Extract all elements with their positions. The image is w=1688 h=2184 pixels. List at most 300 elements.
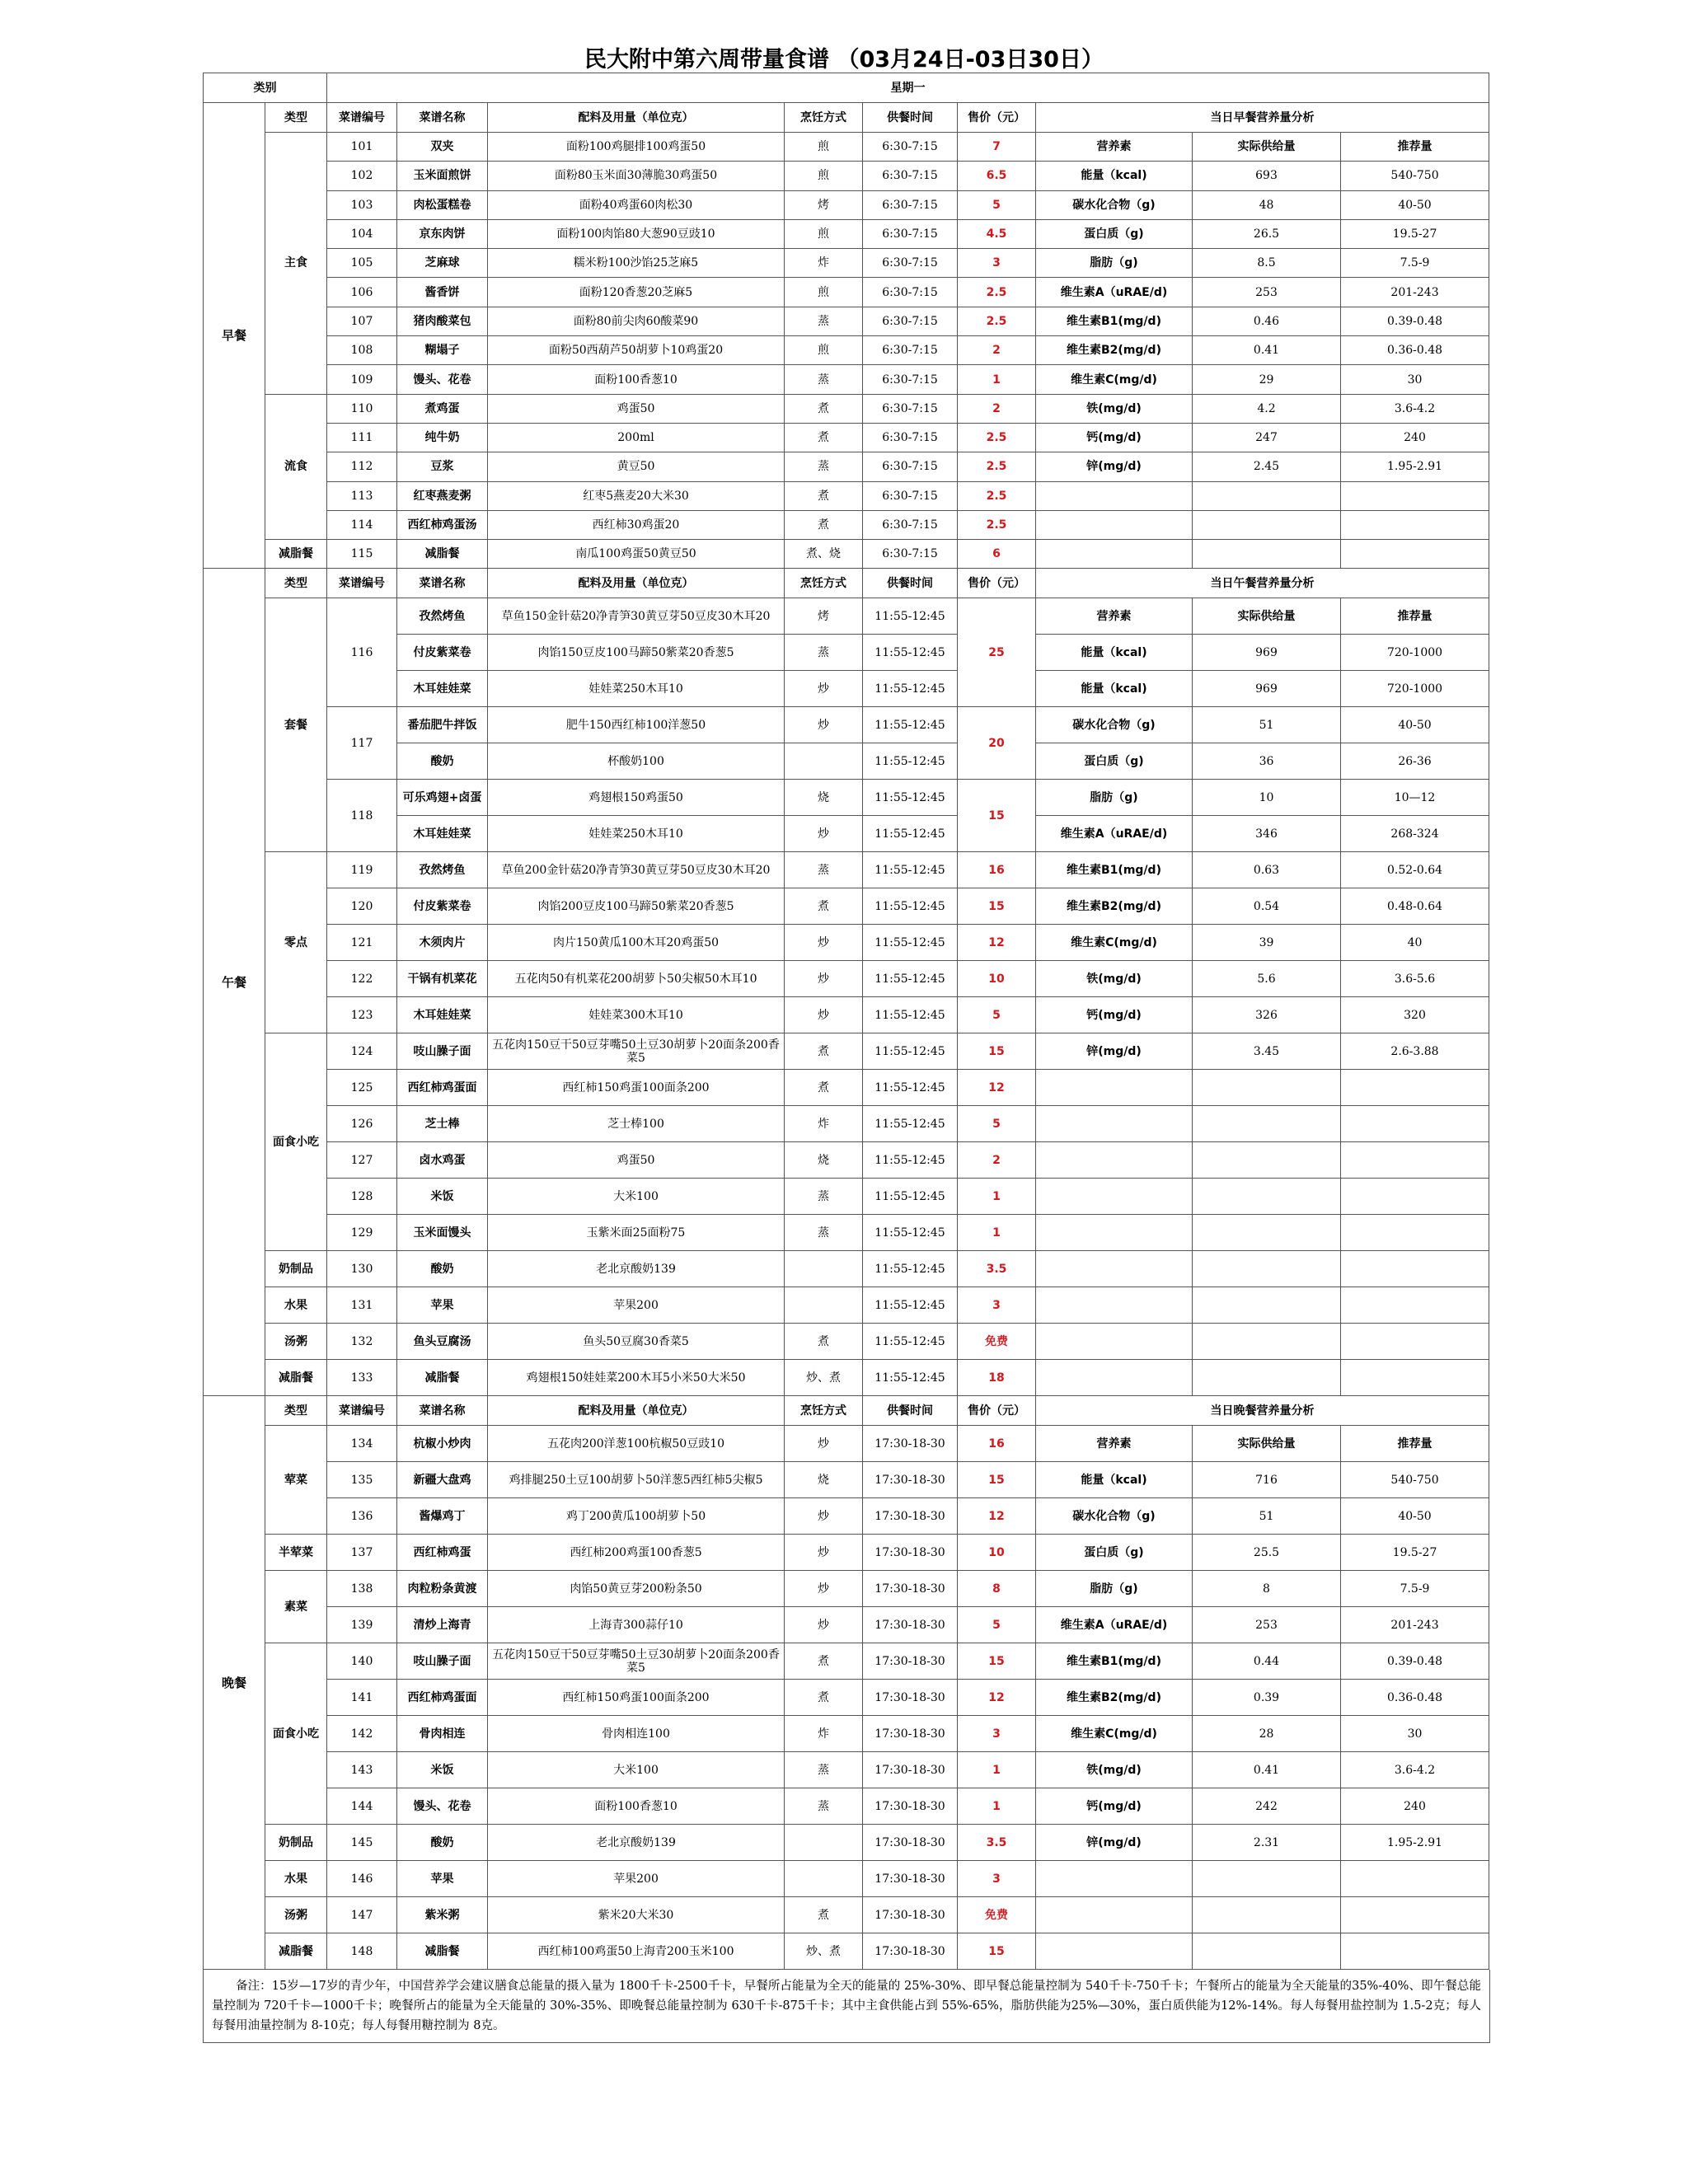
- serving-time: 17:30-18-30: [863, 1716, 958, 1752]
- nutrient-actual: 26.5: [1193, 219, 1341, 248]
- ingredients: 鱼头50豆腐30香菜5: [488, 1324, 785, 1360]
- ingredients: 苹果200: [488, 1287, 785, 1324]
- recipe-id: 143: [327, 1752, 397, 1788]
- nutrient-actual: 253: [1193, 1607, 1341, 1643]
- menu-item-row: [204, 925, 1489, 961]
- nutrient-name: 钙(mg/d): [1036, 423, 1193, 452]
- serving-time: 6:30-7:15: [863, 162, 958, 190]
- empty-cell: [1193, 1324, 1341, 1360]
- meal-label: 早餐: [204, 103, 265, 569]
- column-header: 类型: [265, 103, 327, 133]
- ingredients: 五花肉50有机菜花200胡萝卜50尖椒50木耳10: [488, 961, 785, 997]
- nutrient-recommended: 7.5-9: [1341, 1571, 1489, 1607]
- empty-cell: [1036, 1933, 1193, 1970]
- dish-name: 纯牛奶: [397, 423, 488, 452]
- menu-item-row: [204, 1462, 1489, 1498]
- nutrient-actual: 0.46: [1193, 307, 1341, 335]
- column-header: 烹饪方式: [785, 103, 863, 133]
- dish-name: 酱香饼: [397, 278, 488, 307]
- recipe-id: 110: [327, 394, 397, 423]
- nutrient-name: 脂肪（g): [1036, 249, 1193, 278]
- empty-cell: [1036, 1070, 1193, 1106]
- dish-type: 面食小吃: [265, 1033, 327, 1251]
- dish-type: 半荤菜: [265, 1535, 327, 1571]
- menu-item-row: [204, 510, 1489, 539]
- nutrient-recommended: 3.6-5.6: [1341, 961, 1489, 997]
- menu-item-row: [204, 1825, 1489, 1861]
- cooking-method: 蒸: [785, 365, 863, 394]
- dish-type: 零点: [265, 852, 327, 1033]
- empty-cell: [1193, 481, 1341, 510]
- ingredients: 西红柿200鸡蛋100香葱5: [488, 1535, 785, 1571]
- cooking-method: 蒸: [785, 1788, 863, 1825]
- empty-cell: [1341, 1861, 1489, 1897]
- ingredients: 娃娃菜250木耳10: [488, 671, 785, 707]
- recipe-id: 146: [327, 1861, 397, 1897]
- price: 4.5: [958, 219, 1036, 248]
- nutrient-actual: 969: [1193, 635, 1341, 671]
- recipe-id: 133: [327, 1360, 397, 1396]
- ingredients: 西红柿150鸡蛋100面条200: [488, 1680, 785, 1716]
- serving-time: 17:30-18-30: [863, 1825, 958, 1861]
- empty-cell: [1341, 1251, 1489, 1287]
- menu-item-row: [204, 423, 1489, 452]
- cooking-method: 炒: [785, 1426, 863, 1462]
- ingredients: 面粉100鸡腿排100鸡蛋50: [488, 133, 785, 162]
- nutrient-actual: 2.31: [1193, 1825, 1341, 1861]
- nutrient-name: 能量（kcal): [1036, 162, 1193, 190]
- price: 15: [958, 888, 1036, 925]
- menu-item-row: [204, 394, 1489, 423]
- price: 5: [958, 1607, 1036, 1643]
- analysis-title: 当日晚餐营养量分析: [1036, 1396, 1489, 1426]
- serving-time: 6:30-7:15: [863, 133, 958, 162]
- empty-cell: [1193, 1251, 1341, 1287]
- nutrient-recommended: 540-750: [1341, 1462, 1489, 1498]
- ingredients: 上海青300蒜仔10: [488, 1607, 785, 1643]
- empty-cell: [1341, 1287, 1489, 1324]
- menu-item-row: [204, 1324, 1489, 1360]
- ingredients: 苹果200: [488, 1861, 785, 1897]
- serving-time: 11:55-12:45: [863, 1360, 958, 1396]
- nutrient-name: 能量（kcal): [1036, 671, 1193, 707]
- serving-time: 11:55-12:45: [863, 1033, 958, 1070]
- nutrient-actual: 2.45: [1193, 452, 1341, 481]
- recipe-id: 139: [327, 1607, 397, 1643]
- ingredients: 五花肉150豆干50豆芽嘴50土豆30胡萝卜20面条200香菜5: [488, 1643, 785, 1680]
- menu-item-row: [204, 481, 1489, 510]
- column-header: 售价（元）: [958, 1396, 1036, 1426]
- recipe-id: 118: [327, 780, 397, 852]
- dish-name: 孜然烤鱼: [397, 598, 488, 635]
- page-title: 民大附中第六周带量食谱 （03月24日-03日30日）: [584, 47, 1104, 73]
- recipe-id: 147: [327, 1897, 397, 1933]
- cooking-method: 炒: [785, 1571, 863, 1607]
- nutrient-actual: 51: [1193, 1498, 1341, 1535]
- recipe-id: 130: [327, 1251, 397, 1287]
- menu-table: [203, 73, 1489, 1970]
- dish-name: 酸奶: [397, 743, 488, 780]
- menu-item-row: [204, 1933, 1489, 1970]
- ingredients: 五花肉150豆干50豆芽嘴50土豆30胡萝卜20面条200香菜5: [488, 1033, 785, 1070]
- dish-name: 西红柿鸡蛋汤: [397, 510, 488, 539]
- cooking-method: 炸: [785, 1106, 863, 1142]
- ingredients: 五花肉200洋葱100杭椒50豆豉10: [488, 1426, 785, 1462]
- category-label: 类别: [204, 73, 327, 103]
- meal-label: 午餐: [204, 569, 265, 1396]
- nutrient-actual: 716: [1193, 1462, 1341, 1498]
- menu-item-row: [204, 452, 1489, 481]
- price: 3: [958, 1861, 1036, 1897]
- nutrient-name: 碳水化合物（g): [1036, 190, 1193, 219]
- ingredients: 黄豆50: [488, 452, 785, 481]
- menu-item-row: [204, 888, 1489, 925]
- nutrient-recommended: 30: [1341, 365, 1489, 394]
- serving-time: 11:55-12:45: [863, 598, 958, 635]
- cooking-method: 炒: [785, 671, 863, 707]
- dish-type: 汤粥: [265, 1324, 327, 1360]
- cooking-method: 炒: [785, 707, 863, 743]
- price: 3.5: [958, 1251, 1036, 1287]
- serving-time: 6:30-7:15: [863, 540, 958, 569]
- cooking-method: 蒸: [785, 635, 863, 671]
- recipe-id: 142: [327, 1716, 397, 1752]
- dish-name: 馒头、花卷: [397, 365, 488, 394]
- nutrient-name: 维生素B1(mg/d): [1036, 1643, 1193, 1680]
- column-header: 类型: [265, 569, 327, 598]
- recipe-id: 137: [327, 1535, 397, 1571]
- recipe-id: 111: [327, 423, 397, 452]
- price: 免费: [958, 1897, 1036, 1933]
- empty-cell: [1341, 1933, 1489, 1970]
- nutrient-recommended: 0.36-0.48: [1341, 1680, 1489, 1716]
- nutrient-recommended: 720-1000: [1341, 635, 1489, 671]
- nutrient-actual: 346: [1193, 816, 1341, 852]
- recipe-id: 105: [327, 249, 397, 278]
- recipe-id: 106: [327, 278, 397, 307]
- ingredients: 草鱼150金针菇20净青笋30黄豆芽50豆皮30木耳20: [488, 598, 785, 635]
- dish-name: 豆浆: [397, 452, 488, 481]
- nutrient-actual: 0.54: [1193, 888, 1341, 925]
- serving-time: 11:55-12:45: [863, 1142, 958, 1179]
- nutrient-header: 营养素: [1036, 133, 1193, 162]
- ingredients: 娃娃菜250木耳10: [488, 816, 785, 852]
- nutrient-actual: 36: [1193, 743, 1341, 780]
- recipe-id: 117: [327, 707, 397, 780]
- serving-time: 6:30-7:15: [863, 452, 958, 481]
- empty-cell: [1036, 510, 1193, 539]
- serving-time: 17:30-18-30: [863, 1498, 958, 1535]
- serving-time: 6:30-7:15: [863, 365, 958, 394]
- ingredients: 面粉80前尖肉60酸菜90: [488, 307, 785, 335]
- empty-cell: [1341, 1179, 1489, 1215]
- cooking-method: 炒: [785, 961, 863, 997]
- dish-name: 苹果: [397, 1861, 488, 1897]
- recipe-id: 113: [327, 481, 397, 510]
- nutrient-name: 铁(mg/d): [1036, 394, 1193, 423]
- dish-type: 奶制品: [265, 1825, 327, 1861]
- nutrient-recommended: 30: [1341, 1716, 1489, 1752]
- ingredients: 糯米粉100沙馅25芝麻5: [488, 249, 785, 278]
- price: 3.5: [958, 1825, 1036, 1861]
- dish-name: 吱山臊子面: [397, 1643, 488, 1680]
- recipe-id: 128: [327, 1179, 397, 1215]
- dish-name: 酸奶: [397, 1825, 488, 1861]
- price: 15: [958, 1933, 1036, 1970]
- recipe-id: 125: [327, 1070, 397, 1106]
- nutrient-recommended: 201-243: [1341, 278, 1489, 307]
- serving-time: 6:30-7:15: [863, 307, 958, 335]
- nutrient-name: 脂肪（g): [1036, 780, 1193, 816]
- price: 2.5: [958, 481, 1036, 510]
- cooking-method: 蒸: [785, 852, 863, 888]
- meal-header-row: [204, 569, 1489, 598]
- cooking-method: 炸: [785, 1716, 863, 1752]
- serving-time: 6:30-7:15: [863, 510, 958, 539]
- empty-cell: [1341, 1360, 1489, 1396]
- nutrient-header: 推荐量: [1341, 1426, 1489, 1462]
- cooking-method: 蒸: [785, 452, 863, 481]
- serving-time: 17:30-18-30: [863, 1535, 958, 1571]
- recipe-id: 122: [327, 961, 397, 997]
- column-header: 菜谱编号: [327, 1396, 397, 1426]
- dish-name: 付皮紫菜卷: [397, 888, 488, 925]
- nutrient-name: 维生素A（uRAE/d): [1036, 816, 1193, 852]
- nutrient-actual: 51: [1193, 707, 1341, 743]
- cooking-method: 炒、煮: [785, 1933, 863, 1970]
- menu-item-row: [204, 1426, 1489, 1462]
- price: 2.5: [958, 452, 1036, 481]
- nutrient-recommended: 320: [1341, 997, 1489, 1033]
- nutrient-header: 营养素: [1036, 1426, 1193, 1462]
- serving-time: 11:55-12:45: [863, 961, 958, 997]
- price: 10: [958, 961, 1036, 997]
- nutrient-name: 维生素A（uRAE/d): [1036, 1607, 1193, 1643]
- price: 1: [958, 1788, 1036, 1825]
- ingredients: 面粉40鸡蛋60肉松30: [488, 190, 785, 219]
- analysis-title: 当日午餐营养量分析: [1036, 569, 1489, 598]
- column-header: 配料及用量（单位克）: [488, 1396, 785, 1426]
- dish-name: 骨肉相连: [397, 1716, 488, 1752]
- empty-cell: [1193, 1933, 1341, 1970]
- price: 20: [958, 707, 1036, 780]
- dish-type: 减脂餐: [265, 1360, 327, 1396]
- serving-time: 6:30-7:15: [863, 336, 958, 365]
- dish-name: 京东肉饼: [397, 219, 488, 248]
- price: 10: [958, 1535, 1036, 1571]
- empty-cell: [1036, 1142, 1193, 1179]
- nutrient-header: 推荐量: [1341, 598, 1489, 635]
- dish-type: 素菜: [265, 1571, 327, 1643]
- menu-item-row: [204, 1287, 1489, 1324]
- price: 6: [958, 540, 1036, 569]
- recipe-id: 135: [327, 1462, 397, 1498]
- empty-cell: [1341, 1106, 1489, 1142]
- menu-item-row: [204, 190, 1489, 219]
- menu-item-row: [204, 278, 1489, 307]
- cooking-method: 烧: [785, 1462, 863, 1498]
- ingredients: 面粉50西葫芦50胡萝卜10鸡蛋20: [488, 336, 785, 365]
- recipe-id: 116: [327, 598, 397, 707]
- ingredients: 鸡丁200黄瓜100胡萝卜50: [488, 1498, 785, 1535]
- price: 6.5: [958, 162, 1036, 190]
- dish-name: 肉松蛋糕卷: [397, 190, 488, 219]
- dish-name: 木耳娃娃菜: [397, 816, 488, 852]
- recipe-id: 114: [327, 510, 397, 539]
- empty-cell: [1341, 510, 1489, 539]
- empty-cell: [1193, 1861, 1341, 1897]
- recipe-id: 141: [327, 1680, 397, 1716]
- price: 5: [958, 1106, 1036, 1142]
- dish-name: 馒头、花卷: [397, 1788, 488, 1825]
- ingredients: 鸡排腿250土豆100胡萝卜50洋葱5西红柿5尖椒5: [488, 1462, 785, 1498]
- nutrient-recommended: 268-324: [1341, 816, 1489, 852]
- empty-cell: [1341, 1070, 1489, 1106]
- nutrient-name: 维生素C(mg/d): [1036, 925, 1193, 961]
- cooking-method: 烧: [785, 780, 863, 816]
- cooking-method: [785, 1825, 863, 1861]
- price: 12: [958, 925, 1036, 961]
- ingredients: 红枣5燕麦20大米30: [488, 481, 785, 510]
- recipe-id: 123: [327, 997, 397, 1033]
- nutrient-recommended: 1.95-2.91: [1341, 1825, 1489, 1861]
- nutrient-name: 碳水化合物（g): [1036, 1498, 1193, 1535]
- menu-item-row: [204, 1215, 1489, 1251]
- recipe-id: 103: [327, 190, 397, 219]
- dish-name: 红枣燕麦粥: [397, 481, 488, 510]
- dish-name: 干锅有机菜花: [397, 961, 488, 997]
- serving-time: 17:30-18-30: [863, 1607, 958, 1643]
- nutrient-header: 实际供给量: [1193, 598, 1341, 635]
- serving-time: 6:30-7:15: [863, 423, 958, 452]
- ingredients: 大米100: [488, 1179, 785, 1215]
- dish-name: 杭椒小炒肉: [397, 1426, 488, 1462]
- serving-time: 6:30-7:15: [863, 249, 958, 278]
- nutrient-name: 维生素B1(mg/d): [1036, 852, 1193, 888]
- menu-item-row: [204, 1142, 1489, 1179]
- dish-type: 主食: [265, 133, 327, 395]
- dish-name: 玉米面馒头: [397, 1215, 488, 1251]
- price: 15: [958, 1643, 1036, 1680]
- menu-item-row: [204, 961, 1489, 997]
- nutrient-recommended: 40-50: [1341, 707, 1489, 743]
- recipe-id: 127: [327, 1142, 397, 1179]
- serving-time: 11:55-12:45: [863, 1324, 958, 1360]
- cooking-method: 蒸: [785, 1179, 863, 1215]
- ingredients: 肉馅200豆皮100马蹄50紫菜20香葱5: [488, 888, 785, 925]
- menu-item-row: [204, 780, 1489, 816]
- empty-cell: [1341, 1215, 1489, 1251]
- recipe-id: 120: [327, 888, 397, 925]
- ingredients: 面粉80玉米面30薄脆30鸡蛋50: [488, 162, 785, 190]
- empty-cell: [1036, 1215, 1193, 1251]
- nutrient-actual: 247: [1193, 423, 1341, 452]
- cooking-method: 煮: [785, 1324, 863, 1360]
- serving-time: 11:55-12:45: [863, 1179, 958, 1215]
- nutrient-recommended: 7.5-9: [1341, 249, 1489, 278]
- nutrient-name: 蛋白质（g): [1036, 1535, 1193, 1571]
- empty-cell: [1341, 1897, 1489, 1933]
- nutrient-actual: 8: [1193, 1571, 1341, 1607]
- ingredients: 杯酸奶100: [488, 743, 785, 780]
- cooking-method: 炒: [785, 925, 863, 961]
- cooking-method: 煎: [785, 133, 863, 162]
- ingredients: 娃娃菜300木耳10: [488, 997, 785, 1033]
- dish-name: 减脂餐: [397, 540, 488, 569]
- nutrient-actual: 3.45: [1193, 1033, 1341, 1070]
- ingredients: 面粉120香葱20芝麻5: [488, 278, 785, 307]
- cooking-method: 煎: [785, 219, 863, 248]
- price: 16: [958, 1426, 1036, 1462]
- cooking-method: 煮: [785, 510, 863, 539]
- serving-time: 11:55-12:45: [863, 635, 958, 671]
- price: 1: [958, 365, 1036, 394]
- nutrient-recommended: 240: [1341, 423, 1489, 452]
- ingredients: 芝士棒100: [488, 1106, 785, 1142]
- empty-cell: [1341, 1142, 1489, 1179]
- recipe-id: 102: [327, 162, 397, 190]
- menu-item-row: [204, 1716, 1489, 1752]
- nutrient-actual: 29: [1193, 365, 1341, 394]
- nutrient-recommended: 0.39-0.48: [1341, 1643, 1489, 1680]
- nutrient-actual: 0.44: [1193, 1643, 1341, 1680]
- recipe-id: 136: [327, 1498, 397, 1535]
- serving-time: 11:55-12:45: [863, 997, 958, 1033]
- recipe-id: 140: [327, 1643, 397, 1680]
- cooking-method: 煎: [785, 162, 863, 190]
- menu-item-row: [204, 1179, 1489, 1215]
- meal-header-row: [204, 103, 1489, 133]
- menu-item-row: [204, 1680, 1489, 1716]
- nutrient-name: 锌(mg/d): [1036, 1033, 1193, 1070]
- nutrient-recommended: 40-50: [1341, 1498, 1489, 1535]
- price: 2: [958, 336, 1036, 365]
- dish-name: 木耳娃娃菜: [397, 671, 488, 707]
- dish-name: 双夹: [397, 133, 488, 162]
- nutrient-name: 维生素C(mg/d): [1036, 1716, 1193, 1752]
- nutrient-name: 铁(mg/d): [1036, 961, 1193, 997]
- menu-item-row: [204, 1788, 1489, 1825]
- nutrient-actual: 4.2: [1193, 394, 1341, 423]
- ingredients: 草鱼200金针菇20净青笋30黄豆芽50豆皮30木耳20: [488, 852, 785, 888]
- menu-item-row: [204, 1643, 1489, 1680]
- serving-time: 11:55-12:45: [863, 852, 958, 888]
- cooking-method: 煮: [785, 1897, 863, 1933]
- cooking-method: 煮: [785, 888, 863, 925]
- cooking-method: 蒸: [785, 1215, 863, 1251]
- column-header: 菜谱编号: [327, 569, 397, 598]
- menu-item-row: [204, 1897, 1489, 1933]
- serving-time: 17:30-18-30: [863, 1897, 958, 1933]
- dish-name: 米饭: [397, 1179, 488, 1215]
- cooking-method: 炒、煮: [785, 1360, 863, 1396]
- ingredients: 骨肉相连100: [488, 1716, 785, 1752]
- nutrient-recommended: 0.39-0.48: [1341, 307, 1489, 335]
- dish-name: 鱼头豆腐汤: [397, 1324, 488, 1360]
- dish-name: 玉米面煎饼: [397, 162, 488, 190]
- empty-cell: [1036, 1251, 1193, 1287]
- price: 5: [958, 190, 1036, 219]
- serving-time: 11:55-12:45: [863, 1287, 958, 1324]
- menu-item-row: [204, 1106, 1489, 1142]
- price: 12: [958, 1070, 1036, 1106]
- menu-item-row: [204, 1571, 1489, 1607]
- column-header: 类型: [265, 1396, 327, 1426]
- empty-cell: [1193, 540, 1341, 569]
- serving-time: 11:55-12:45: [863, 925, 958, 961]
- nutrient-recommended: 0.48-0.64: [1341, 888, 1489, 925]
- cooking-method: 蒸: [785, 1752, 863, 1788]
